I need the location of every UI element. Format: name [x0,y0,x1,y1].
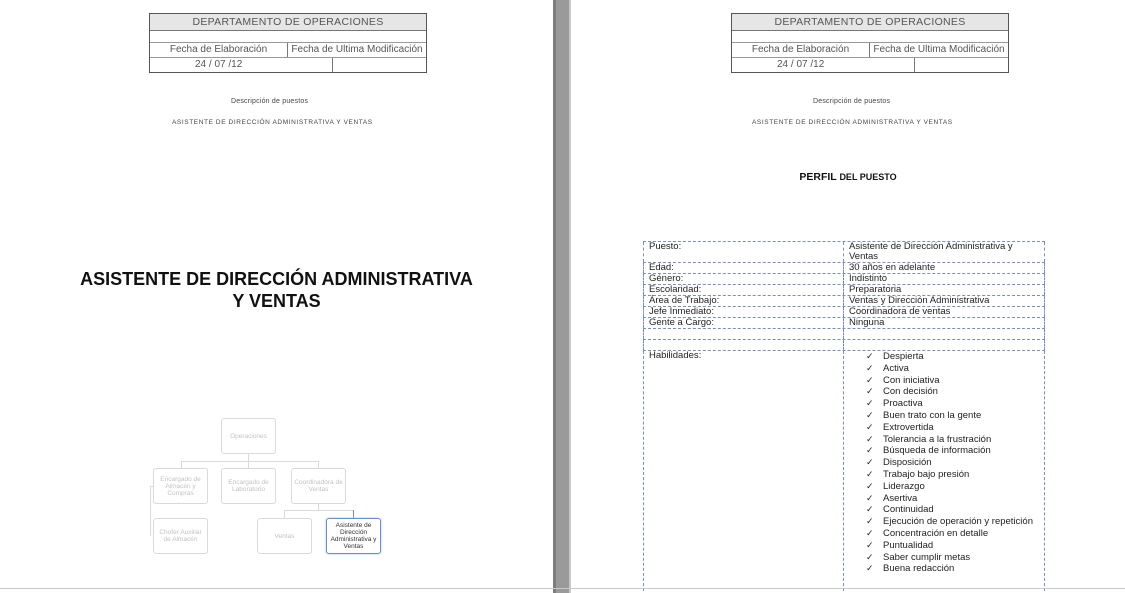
org-node-warehouse: Encargado de Almacén y Compras [153,468,208,504]
org-node-root: Operaciones [221,418,276,454]
skill-item: ✓ Puntualidad [866,540,1044,552]
skill-item: ✓ Buena redacción [866,563,1044,575]
skill-item: ✓ Liderazgo [866,481,1044,493]
skill-item: ✓ Continuidad [866,504,1044,516]
document-page-1 [0,0,553,593]
document-subtitle: Descripción de puestos [231,98,309,105]
section-title: PERFIL DEL PUESTO [799,171,897,183]
row-value: Ninguna [844,318,1045,328]
org-node-sales-coordinator: Coordinadora de Ventas [291,468,346,504]
department-title: DEPARTAMENTO DE OPERACIONES [150,14,426,31]
row-label: Edad: [643,263,844,273]
table-row [643,351,1045,591]
table-row [643,241,1045,263]
table-row [643,340,1045,351]
skill-item: ✓ Ejecución de operación y repetición [866,516,1044,528]
skill-item: ✓ Activa [866,363,1044,375]
creation-date-label: Fecha de Elaboración [169,44,268,55]
header-table [149,13,427,73]
org-node-driver: Chofer Auxiliar de Almacén [153,518,208,554]
document-subtitle: Descripción de puestos [813,98,891,105]
position-caption: ASISTENTE DE DIRECCIÓN ADMINISTRATIVA Y VENTAS [752,119,953,126]
skill-item: ✓ Buen trato con la gente [866,410,1044,422]
skills-list [844,351,1044,575]
row-value: Coordinadora de ventas [844,307,1045,317]
skill-item: ✓ Búsqueda de información [866,445,1044,457]
creation-date-value: 24 / 07 /12 [777,59,825,70]
creation-date-label: Fecha de Elaboración [751,44,850,55]
row-label: Género: [643,274,844,284]
skill-item: ✓ Tolerancia a la frustración [866,434,1044,446]
row-label: Escolaridad: [643,285,844,295]
skill-item: ✓ Trabajo bajo presión [866,469,1044,481]
last-modified-label: Fecha de Ultima Modificación [869,43,1008,57]
position-caption: ASISTENTE DE DIRECCIÓN ADMINISTRATIVA Y VENTAS [172,119,373,126]
table-row [643,318,1045,329]
row-value: Ventas y Dirección Administrativa [844,296,1045,306]
document-page-2 [571,0,1125,593]
row-value: Indistinto [844,274,1045,284]
org-node-assistant: Asistente de Dirección Administrativa y Ventas [326,518,381,554]
table-row [643,329,1045,340]
profile-table [643,241,1045,591]
table-row [643,263,1045,274]
row-label: Jefe Inmediato: [643,307,844,317]
row-label: Área de Trabajo: [643,296,844,306]
row-label: Puesto: [643,242,844,262]
skill-item: ✓ Con decisión [866,386,1044,398]
skill-item: ✓ Proactiva [866,398,1044,410]
skill-item: ✓ Con iniciativa [866,375,1044,387]
skill-item: ✓ Extrovertida [866,422,1044,434]
skill-item: ✓ Saber cumplir metas [866,552,1044,564]
skill-item: ✓ Despierta [866,351,1044,363]
creation-date-value: 24 / 07 /12 [195,59,243,70]
department-title: DEPARTAMENTO DE OPERACIONES [732,14,1008,31]
last-modified-label: Fecha de Ultima Modificación [287,43,426,57]
org-node-laboratory: Encargado de Laboratorio [221,468,276,504]
row-value: 30 años en adelante [844,263,1045,273]
row-value: Asistente de Dirección Administrativa y Ventas [844,242,1045,262]
row-value: Preparatoria [844,285,1045,295]
skills-label: Habilidades: [643,351,844,591]
table-row [643,274,1045,285]
page-title: ASISTENTE DE DIRECCIÓN ADMINISTRATIVA Y VENTAS [80,269,473,311]
skill-item: ✓ Concentración en detalle [866,528,1044,540]
skill-item: ✓ Disposición [866,457,1044,469]
skill-item: ✓ Asertiva [866,493,1044,505]
header-table [731,13,1009,73]
page-gutter [553,0,571,593]
org-node-sales: Ventas [257,518,312,554]
row-label: Gente a Cargo: [643,318,844,328]
